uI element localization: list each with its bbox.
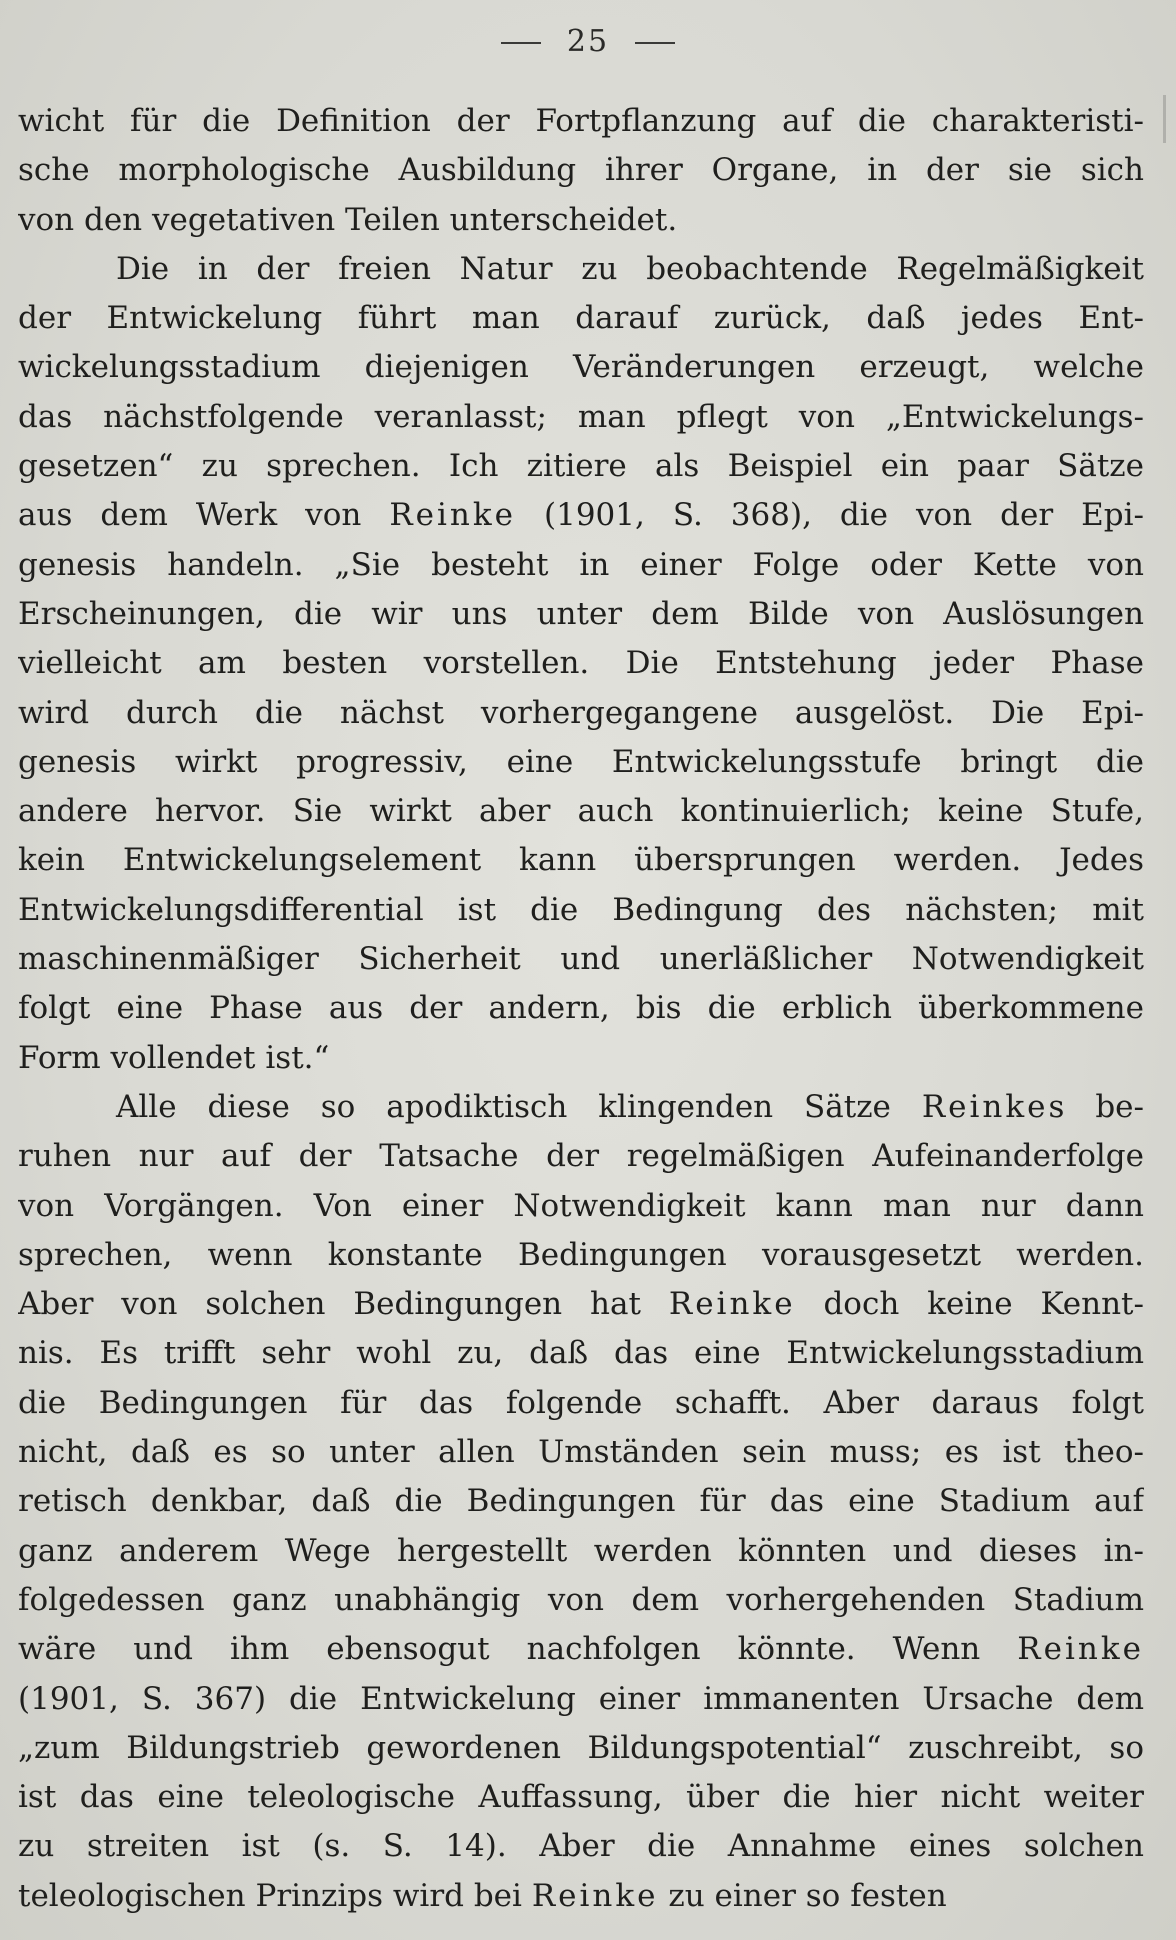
author-name: Reinke bbox=[389, 497, 517, 534]
author-name: Reinke bbox=[921, 1088, 1049, 1125]
text-line: Form vollendet ist.“ bbox=[18, 1039, 330, 1076]
text-line: Entwickelungsdifferential ist die Bedingung des nächsten; mit bbox=[18, 891, 1144, 928]
text-line: Die in der freien Natur zu beobachtende Regelmäßigkeit bbox=[116, 250, 1144, 287]
text-line: genesis wirkt progressiv, eine Entwickelungsstufe bringt die bbox=[18, 743, 1144, 780]
header-dash-left bbox=[501, 42, 541, 44]
text-line: „zum Bildungstrieb gewordenen Bildungspotential“ zuschreibt, so bbox=[18, 1729, 1144, 1766]
text-line: aus dem Werk von Reinke (1901, S. 368), die von der Epi- bbox=[18, 497, 1144, 534]
text-line: das nächstfolgende veranlasst; man pflegt von „Entwickelungs- bbox=[18, 398, 1144, 435]
text-line: die Bedingungen für das folgende schafft. Aber daraus folgt bbox=[18, 1384, 1144, 1421]
page-number: 25 bbox=[566, 24, 610, 59]
text-line: ist das eine teleologische Auffassung, über die hier nicht weiter bbox=[18, 1779, 1144, 1816]
text-line: vielleicht am besten vorstellen. Die Entstehung jeder Phase bbox=[18, 645, 1144, 682]
text-line: folgedessen ganz unabhängig von dem vorhergehenden Stadium bbox=[18, 1581, 1144, 1618]
text-line: nicht, daß es so unter allen Umständen sein muss; es ist theo- bbox=[18, 1434, 1144, 1471]
text-line: teleologischen Prinzips wird bei Reinke zu einer so festen bbox=[18, 1877, 947, 1914]
paragraph bbox=[18, 1083, 1144, 1921]
author-name: Reinke bbox=[531, 1877, 659, 1914]
margin-mark bbox=[1163, 95, 1166, 143]
text-line: sche morphologische Ausbildung ihrer Organe, in der sie sich bbox=[18, 152, 1144, 189]
text-line: wäre und ihm ebensogut nachfolgen könnte. Wenn Reinke bbox=[18, 1631, 1144, 1668]
text-line: der Entwickelung führt man darauf zurück, daß jedes Ent- bbox=[18, 300, 1144, 337]
text-line: ganz anderem Wege hergestellt werden könnten und dieses in- bbox=[18, 1532, 1144, 1569]
text-line: Alle diese so apodiktisch klingenden Sätze Reinkes be- bbox=[116, 1088, 1144, 1125]
text-line: Aber von solchen Bedingungen hat Reinke doch keine Kennt- bbox=[18, 1286, 1144, 1323]
header-dash-right bbox=[635, 42, 675, 44]
author-name: Reinke bbox=[1017, 1631, 1144, 1668]
text-line: retisch denkbar, daß die Bedingungen für das eine Stadium auf bbox=[18, 1483, 1144, 1520]
text-line: folgt eine Phase aus der andern, bis die erblich überkommene bbox=[18, 990, 1144, 1027]
text-line: ruhen nur auf der Tatsache der regelmäßigen Aufeinanderfolge bbox=[18, 1138, 1144, 1175]
text-line: sprechen, wenn konstante Bedingungen vorausgesetzt werden. bbox=[18, 1236, 1144, 1273]
text-line: maschinenmäßiger Sicherheit und unerläßlicher Notwendigkeit bbox=[18, 941, 1144, 978]
paragraph bbox=[18, 245, 1144, 1083]
text-line: kein Entwickelungselement kann übersprungen werden. Jedes bbox=[18, 842, 1144, 879]
text-line: wird durch die nächst vorhergegangene ausgelöst. Die Epi- bbox=[18, 694, 1144, 731]
text-line: andere hervor. Sie wirkt aber auch kontinuierlich; keine Stufe, bbox=[18, 793, 1144, 830]
text-line: von Vorgängen. Von einer Notwendigkeit kann man nur dann bbox=[18, 1187, 1144, 1224]
text-line: zu streiten ist (s. S. 14). Aber die Annahme eines solchen bbox=[18, 1828, 1144, 1865]
text-line: von den vegetativen Teilen unterscheidet. bbox=[18, 201, 678, 238]
text-line: wicht für die Definition der Fortpflanzung auf die charakteristi- bbox=[18, 103, 1144, 139]
text-line: (1901, S. 367) die Entwickelung einer immanenten Ursache dem bbox=[18, 1680, 1144, 1717]
text-line: gesetzen“ zu sprechen. Ich zitiere als Beispiel ein paar Sätze bbox=[18, 448, 1144, 485]
text-line: genesis handeln. „Sie besteht in einer Folge oder Kette von bbox=[18, 546, 1144, 583]
paragraph bbox=[18, 97, 1144, 245]
text-line: nis. Es trifft sehr wohl zu, daß das eine Entwickelungsstadium bbox=[18, 1335, 1144, 1372]
author-name: Reinke bbox=[668, 1286, 796, 1323]
text-line: Erscheinungen, die wir uns unter dem Bilde von Auslösungen bbox=[18, 595, 1144, 632]
page-header bbox=[0, 24, 1176, 59]
text-line: wickelungsstadium diejenigen Veränderungen erzeugt, welche bbox=[18, 349, 1144, 386]
text-body bbox=[18, 97, 1144, 1921]
